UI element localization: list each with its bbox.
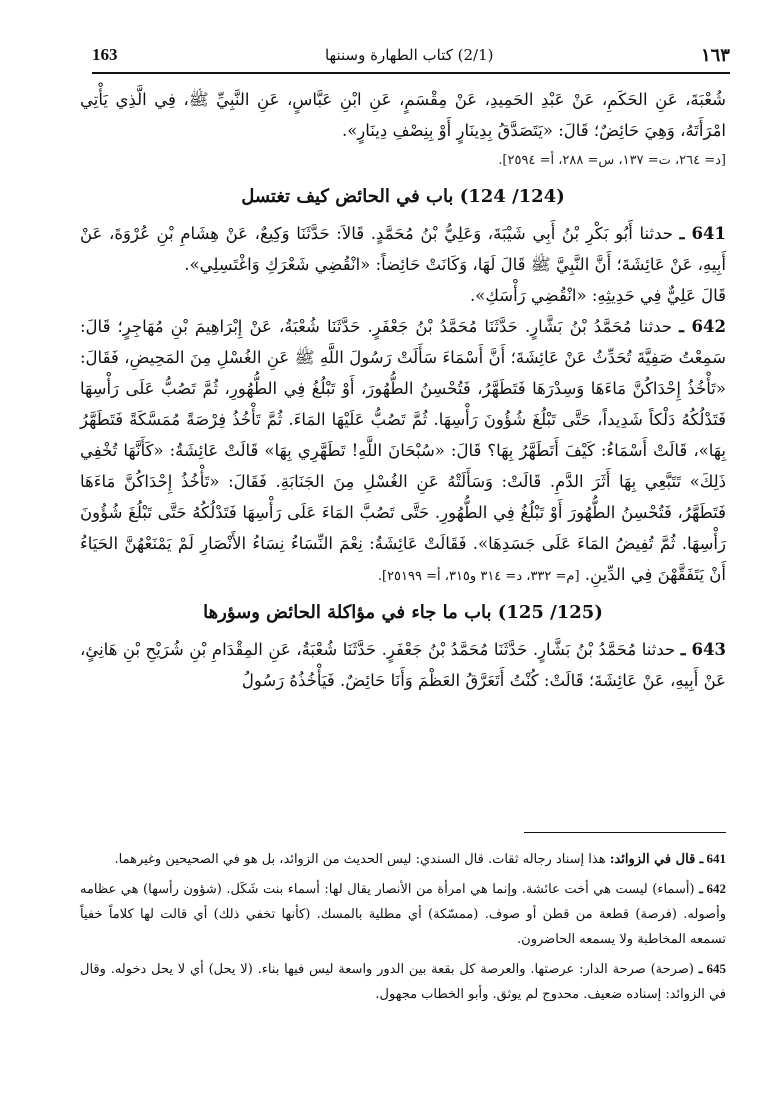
- hadith-642: [80, 311, 726, 592]
- footnote-text: (أسماء) ليست هي أخت عائشة. وإنما هي امرأة من الأنصار يقال لها: أسماء بنت شَكَل. (شؤون رأسها) هي عظامه وأصوله. (فرصة) قطعة من قطن أو صوف. (ممسّكة) أي مطلية بالمسك. (كأنها تخفي ذلك) أي قالت لها كلاماً خفياً تسمعه المخاطبة ولا يسمعه الحاضرون.: [80, 882, 726, 947]
- footnote-text: هذا إسناد رجاله ثقات. قال السندي: ليس الحديث من الزوائد، بل هو في الصحيحين وغيرهما.: [114, 852, 606, 867]
- footnote-number: 641 ـ: [699, 851, 726, 866]
- footnote-645: [80, 956, 726, 1007]
- hadith-number: 641 ـ: [679, 224, 726, 243]
- footnote-divider: [524, 832, 726, 833]
- footnotes: [80, 846, 726, 1011]
- hadith-text: حدثنا مُحَمَّدُ بْنُ بَشَّارٍ. حَدَّثَنَا مُحَمَّدُ بْنُ جَعْفَرٍ. حَدَّثَنَا شُعْبَةُ، عَنْ إِبْرَاهِيمَ بْنِ مُهَاجِرٍ؛ قَالَ: سَمِعْتُ صَفِيَّةَ تُحَدِّثُ عَنْ عَائِشَةَ؛ أَنَّ أَسْمَاءَ سَأَلَتْ رَسُولَ اللَّهِ ﷺ عَنِ الغُسْلِ مِنَ المَحِيضِ، فَقَالَ: «تَأْخُذُ إِحْدَاكُنَّ مَاءَهَا وَسِدْرَهَا فَتَطَهَّرُ، فَتُحْسِنُ الطُّهُورَ، أَوْ تَبْلُغُ فِي الطُّهُورِ، ثُمَّ تَصُبُّ عَلَى رَأْسِهَا فَتَدْلُكُهُ دَلْكاً شَدِيداً، حَتَّى تَبْلُغَ شُؤُونَ رَأْسِهَا. ثُمَّ تَصُبُّ عَلَيْهَا المَاءَ. ثُمَّ تَأْخُذُ فِرْصَةً مُمَسَّكَةً فَتَطَهَّرُ بِهَا»، قَالَتْ أَسْمَاءُ: كَيْفَ أَتَطَهَّرُ بِهَا؟ قَالَ: «سُبْحَانَ اللَّهِ! تَطَهَّرِي بِهَا» قَالَتْ عَائِشَةُ: «كَأَنَّهَا تُخْفِي ذَلِكَ» تَتَبَّعِي بِهَا أَثَرَ الدَّمِ. قَالَتْ: وَسَأَلَتْهُ عَنِ الغُسْلِ مِنَ الجَنَابَةِ. فَقَالَ: «تَأْخُذُ إِحْدَاكُنَّ مَاءَهَا فَتَطَهَّرُ، فَتُحْسِنُ الطُّهُورَ أَوْ تَبْلُغُ فِي الطُّهُورِ. حَتَّى تَصُبَّ المَاءَ عَلَى رَأْسِهَا فَتَدْلُكُهُ حَتَّى تَبْلُغَ شُؤُونَ رَأْسِهَا. ثُمَّ تُفِيضُ المَاءَ عَلَى جَسَدِهَا». فَقَالَتْ عَائِشَةُ: نِعْمَ النِّسَاءُ نِسَاءُ الأَنْصَارِ لَمْ يَمْنَعْهُنَّ الحَيَاءُ أَنْ يَتَفَقَّهْنَ فِي الدِّينِ.: [80, 317, 726, 584]
- hadith-text: حدثنا مُحَمَّدُ بْنُ بَشَّارٍ. حَدَّثَنَا مُحَمَّدُ بْنُ جَعْفَرٍ. حَدَّثَنَا شُعْبَةُ، عَنِ المِقْدَامِ بْنِ شُرَيْحِ بْنِ هَانِئٍ، عَنْ أَبِيهِ، عَنْ عَائِشَةَ؛ قَالَتْ: كُنْتُ أَتَعَرَّقُ العَظْمَ وَأَنَا حَائِضٌ. فَيَأْخُذُهُ رَسُولُ: [80, 640, 726, 690]
- reference-line: [د= ٢٦٤، ت= ١٣٧، س= ٢٨٨، أ= ٢٥٩٤].: [498, 153, 726, 168]
- page-number-latin: 163: [92, 45, 118, 64]
- chapter-heading-125: (125/ 125) باب ما جاء في مؤاكلة الحائض وسؤرها: [203, 602, 603, 623]
- page-header: [92, 38, 730, 74]
- hadith-number: 642 ـ: [679, 317, 726, 336]
- footnote-text: (صرحة) صرحة الدار: عرصتها. والعرصة كل بقعة بين الدور واسعة ليس فيها بناء. (لا يحل) أي لا يحل دخوله. وقال في الزوائد: إسناده ضعيف. محدوج لم يوثق. وأبو الخطاب مجهول.: [80, 962, 726, 1002]
- running-title: (2/1) كتاب الطهارة وسننها: [324, 46, 494, 64]
- hadith-641: [80, 218, 726, 280]
- chapter-heading-124: (124/ 124) باب في الحائض كيف تغتسل: [241, 186, 565, 207]
- hadith-continuation: شُعْبَةَ، عَنِ الحَكَمِ، عَنْ عَبْدِ الحَمِيدِ، عَنْ مِقْسَمٍ، عَنِ ابْنِ عَبَّاسٍ، عَنِ النَّبِيِّ ﷺ، فِي الَّذِي يَأْتِي امْرَأَتَهُ، وَهِيَ حَائِضٌ؛ قَالَ: «يَتَصَدَّقُ بِدِينَارٍ أَوْ بِنِصْفِ دِينَارٍ».: [80, 90, 726, 140]
- hadith-641-note: قَالَ عَلِيٌّ فِي حَدِيثِهِ: «انْقُضِي رَأْسَكِ».: [470, 286, 726, 305]
- footnote-number: 645 ـ: [698, 961, 726, 976]
- footnote-641: [80, 846, 726, 872]
- hadith-number: 643 ـ: [680, 640, 726, 659]
- page-number-arabic: ١٦٣: [700, 44, 730, 66]
- hadith-643: [80, 634, 726, 696]
- footnote-642: [80, 876, 726, 952]
- footnote-number: 642 ـ: [699, 881, 727, 896]
- footnote-label: قال في الزوائد:: [609, 852, 696, 867]
- reference-line: [م= ٣٣٢، د= ٣١٤ و٣١٥، أ= ٢٥١٩٩].: [377, 569, 580, 584]
- main-text: [80, 84, 726, 696]
- hadith-text: حدثنا أَبُو بَكْرِ بْنُ أَبِي شَيْبَةَ، وَعَلِيُّ بْنُ مُحَمَّدٍ. قَالاَ: حَدَّثَنَا وَكِيعٌ، عَنْ هِشَامِ بْنِ عُرْوَةَ، عَنْ أَبِيهِ، عَنْ عَائِشَةَ؛ أَنَّ النَّبِيَّ ﷺ قَالَ لَهَا، وَكَانَتْ حَائِضاً: «انْقُضِي شَعْرَكِ وَاغْتَسِلِي».: [80, 224, 726, 274]
